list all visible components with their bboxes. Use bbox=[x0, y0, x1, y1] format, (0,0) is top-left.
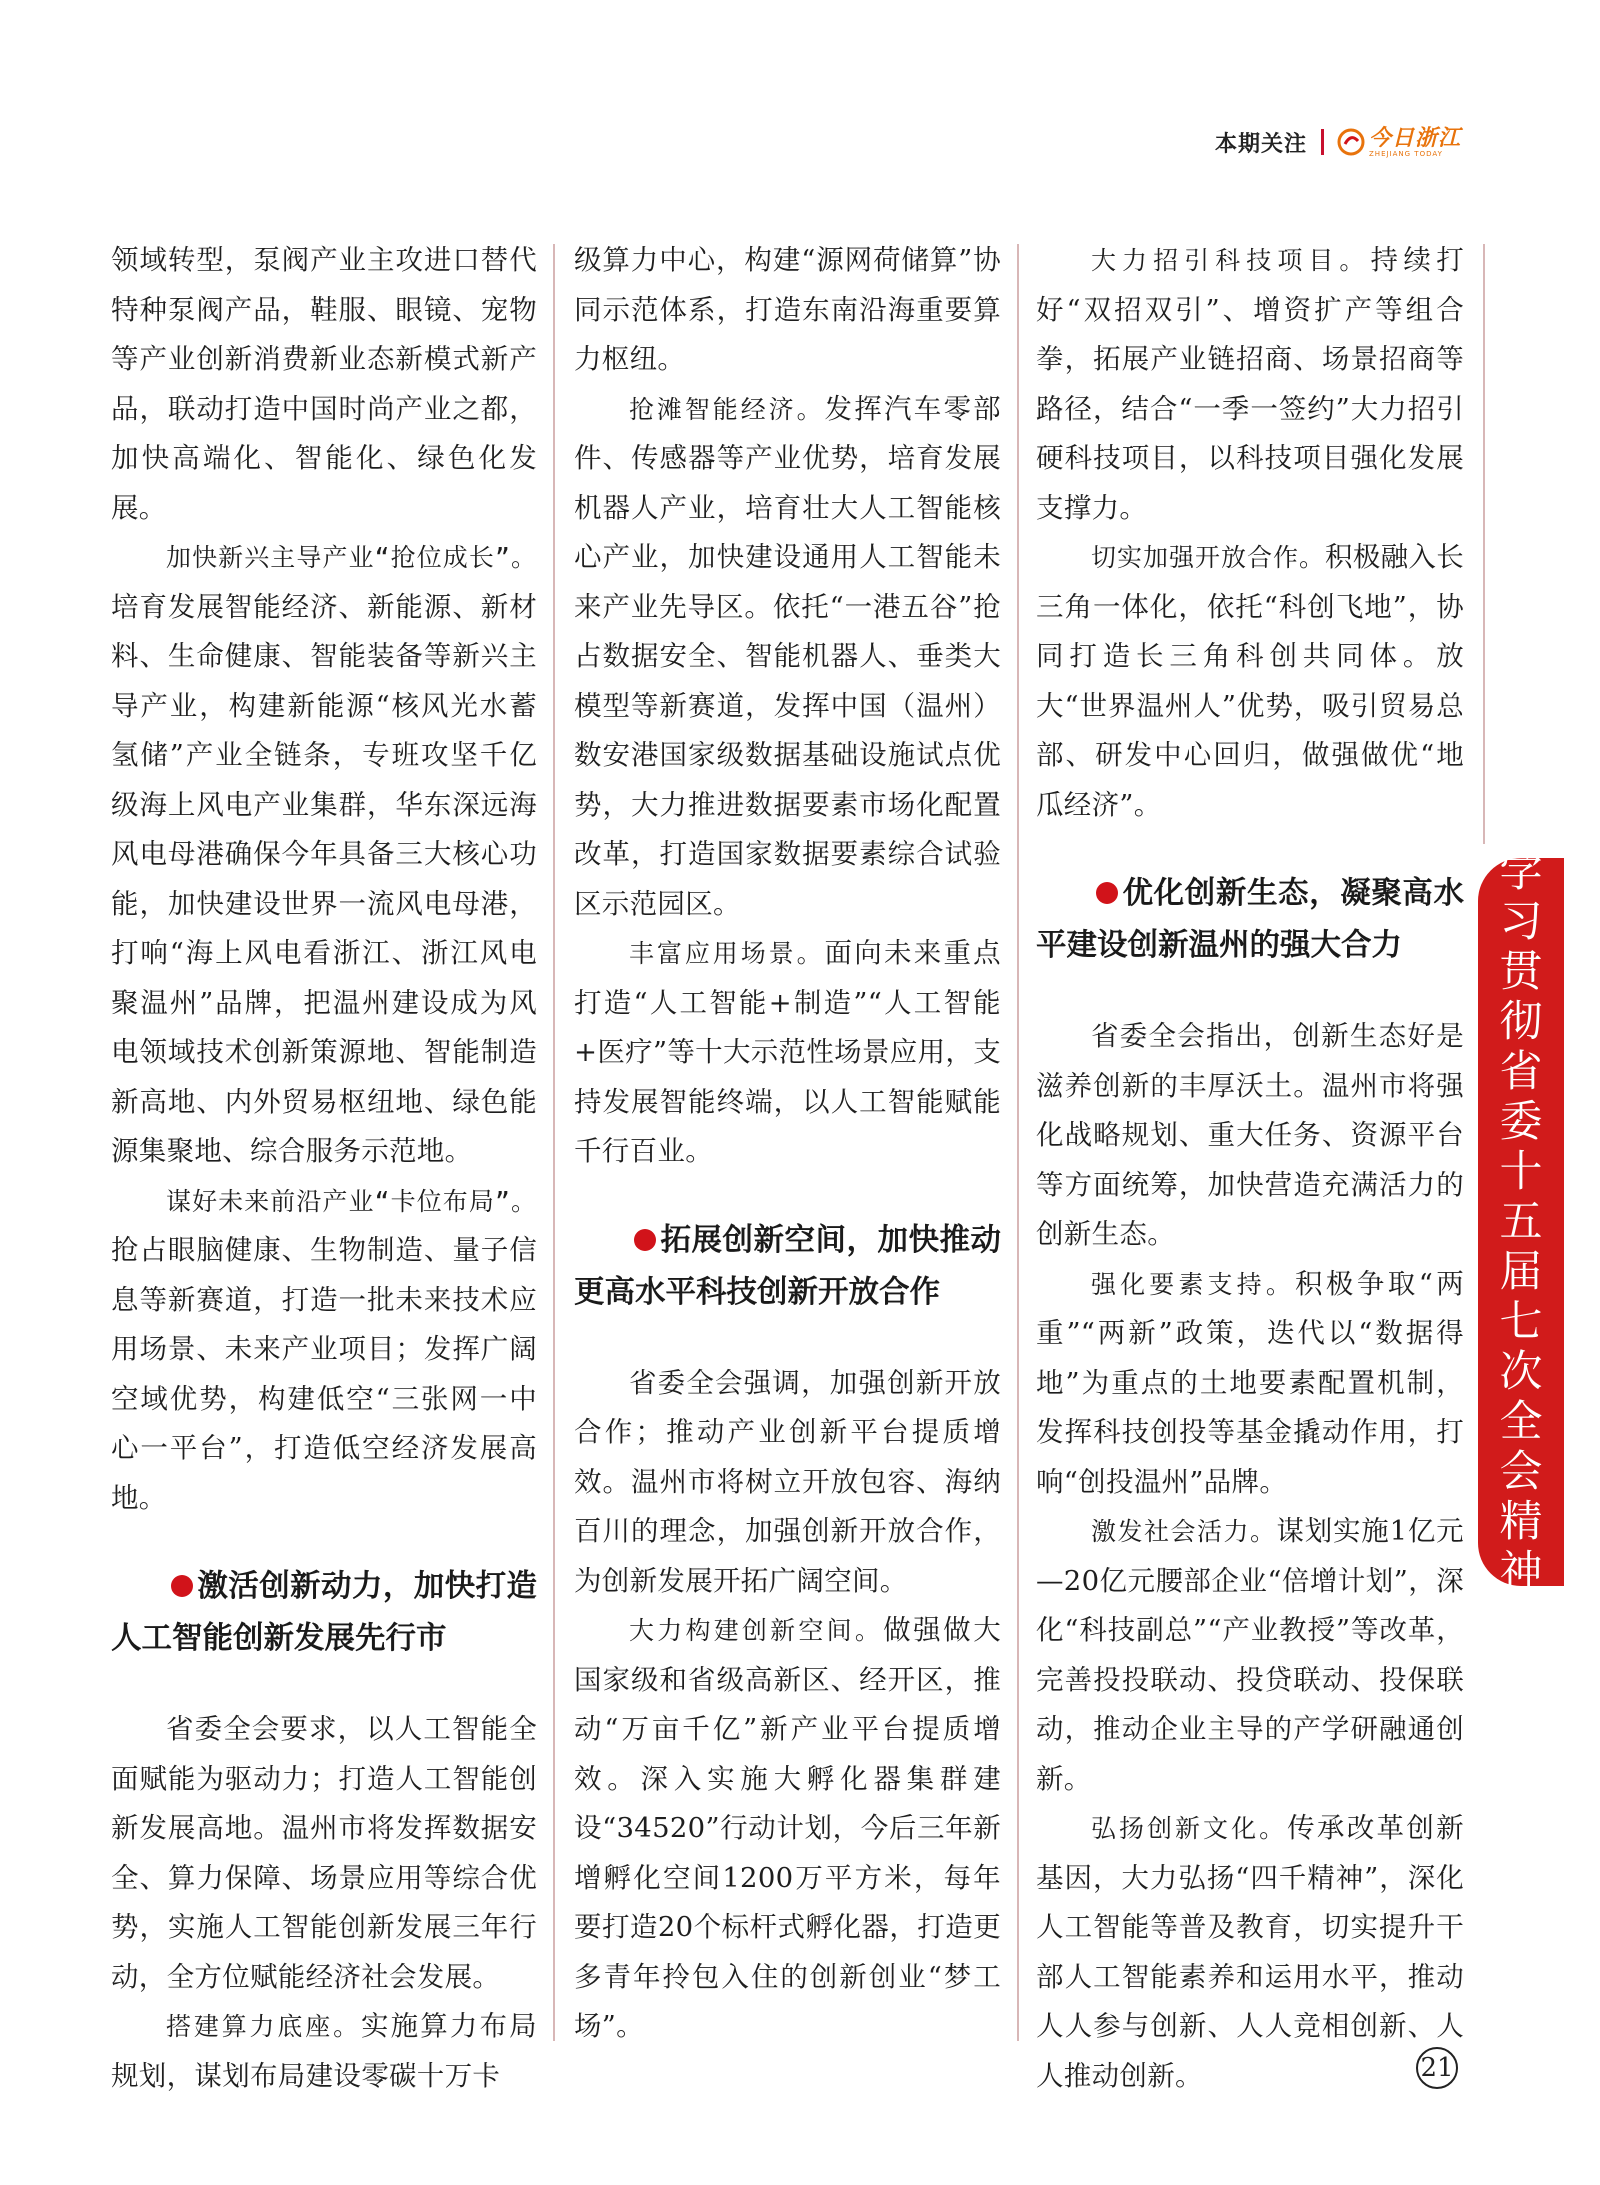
paragraph: 省委全会指出，创新生态好是滋养创新的丰厚沃土。温州市将强化战略规划、重大任务、资源平台等方面统筹，加快营造充满活力的创新生态。 bbox=[1036, 1020, 1464, 1250]
lead-phrase: 抢滩智能经济。 bbox=[629, 394, 825, 424]
section-heading: 激活创新动力，加快打造人工智能创新发展先行市 bbox=[111, 1569, 537, 1656]
paragraph: 谋好未来前沿产业“卡位布局”。抢占眼脑健康、生物制造、量子信息等新赛道，打造一批未来技术应用场景、未来产业项目；发挥广阔空域优势，构建低空“三张网一中心一平台”，打造低空经济发展高地。 bbox=[111, 1186, 537, 1514]
column-divider bbox=[1483, 244, 1485, 844]
header-divider bbox=[1321, 129, 1324, 155]
column-1 bbox=[111, 236, 537, 2101]
section-label: 本期关注 bbox=[1215, 131, 1308, 157]
paragraph: 抢滩智能经济。发挥汽车零部件、传感器等产业优势，培育发展机器人产业，培育壮大人工智能核心产业，加快建设通用人工智能未来产业先导区。依托“一港五谷”抢占数据安全、智能机器人、垂类大模型等新赛道，发挥中国（温州）数安港国家级数据基础设施试点优势，大力推进数据要素市场化配置改革，打造国家数据要素综合试验区示范园区。 bbox=[574, 392, 1001, 920]
paragraph: 大力招引科技项目。持续打好“双招双引”、增资扩产等组合拳，拓展产业链招商、场景招商等路径，结合“一季一签约”大力招引硬科技项目，以科技项目强化发展支撑力。 bbox=[1036, 244, 1464, 524]
lead-phrase: 大力构建创新空间。 bbox=[629, 1616, 884, 1645]
paragraph: 级算力中心，构建“源网荷储算”协同示范体系，打造东南沿海重要算力枢纽。 bbox=[574, 244, 1001, 375]
paragraph: 省委全会强调，加强创新开放合作；推动产业创新平台提质增效。温州市将树立开放包容、海纳百川的理念，加强创新开放合作，为创新发展开拓广阔空间。 bbox=[574, 1366, 1001, 1597]
paragraph: 切实加强开放合作。积极融入长三角一体化，依托“科创飞地”，协同打造长三角科创共同体。放大“世界温州人”优势，吸引贸易总部、研发中心回归，做强做优“地瓜经济”。 bbox=[1036, 541, 1465, 821]
logo-english: ZHEJIANG TODAY bbox=[1369, 149, 1443, 158]
page-header bbox=[1215, 118, 1461, 166]
bullet-dot-icon bbox=[634, 1229, 656, 1251]
lead-phrase: 切实加强开放合作。 bbox=[1091, 543, 1326, 572]
paragraph: 加快新兴主导产业“抢位成长”。培育发展智能经济、新能源、新材料、生命健康、智能装备等新兴主导产业，构建新能源“核风光水蓄氢储”产业全链条，专班攻坚千亿级海上风电产业集群，华东深远海风电母港确保今年具备三大核心功能，加快建设世界一流风电母港，打响“海上风电看浙江、浙江风电聚温州”品牌，把温州建设成为风电领域技术创新策源地、智能制造新高地、内外贸易枢纽地、绿色能源集聚地、综合服务示范地。 bbox=[111, 543, 537, 1167]
paragraph: 丰富应用场景。面向未来重点打造“人工智能+制造”“人工智能+医疗”等十大示范性场景应用，支持发展智能终端，以人工智能赋能千行百业。 bbox=[574, 937, 1001, 1167]
column-3 bbox=[1036, 236, 1464, 2101]
paragraph: 强化要素支持。积极争取“两重”“两新”政策，迭代以“数据得地”为重点的土地要素配置机制，发挥科技创投等基金撬动作用，打响“创投温州”品牌。 bbox=[1036, 1267, 1464, 1498]
paragraph: 省委全会要求，以人工智能全面赋能为驱动力；打造人工智能创新发展高地。温州市将发挥数据安全、算力保障、场景应用等综合优势，实施人工智能创新发展三年行动，全方位赋能经济社会发展。 bbox=[111, 1713, 537, 1993]
lead-phrase: 加快新兴主导产业“抢位成长”。 bbox=[166, 543, 537, 572]
lead-phrase: 弘扬创新文化。 bbox=[1091, 1814, 1288, 1843]
lead-phrase: 搭建算力底座。 bbox=[166, 2012, 361, 2041]
page-number: 21 bbox=[1416, 2047, 1458, 2089]
lead-phrase: 激发社会活力。 bbox=[1091, 1517, 1277, 1546]
column-divider bbox=[1017, 244, 1019, 2041]
magazine-logo bbox=[1336, 124, 1462, 158]
bullet-dot-icon bbox=[171, 1575, 193, 1597]
column-2 bbox=[574, 236, 1001, 2052]
logo-chinese: 今日浙江 bbox=[1369, 124, 1462, 151]
section-heading: 拓展创新空间，加快推动更高水平科技创新开放合作 bbox=[574, 1222, 1001, 1310]
paragraph: 领域转型，泵阀产业主攻进口替代特种泵阀产品，鞋服、眼镜、宠物等产业创新消费新业态新模式新产品，联动打造中国时尚产业之都，加快高端化、智能化、绿色化发展。 bbox=[111, 244, 537, 524]
bullet-dot-icon bbox=[1096, 882, 1118, 904]
side-section-tab: 学 习 贯 彻 省 委 十 五 届 七 次 全 会 精 神 bbox=[1478, 858, 1564, 1586]
lead-phrase: 强化要素支持。 bbox=[1091, 1269, 1295, 1299]
paragraph: 大力构建创新空间。做强做大国家级和省级高新区、经开区，推动“万亩千亿”新产业平台提质增效。深入实施大孵化器集群建设“34520”行动计划，今后三年新增孵化空间1200万平方米，每年要打造20个标杆式孵化器，打造更多青年拎包入住的创新创业“梦工场”。 bbox=[574, 1614, 1001, 2042]
paragraph: 弘扬创新文化。传承改革创新基因，大力弘扬“四千精神”，深化人工智能等普及教育，切实提升干部人工智能素养和运用水平，推动人人参与创新、人人竞相创新、人人推动创新。 bbox=[1036, 1812, 1464, 2092]
lead-phrase: 丰富应用场景。 bbox=[629, 939, 825, 968]
paragraph: 搭建算力底座。实施算力布局规划，谋划布局建设零碳十万卡 bbox=[111, 2010, 537, 2092]
logo-swirl-icon bbox=[1336, 127, 1366, 157]
column-divider bbox=[553, 244, 555, 2041]
paragraph: 激发社会活力。谋划实施1亿元—20亿元腰部企业“倍增计划”，深化“科技副总”“产业教授”等改革，完善投投联动、投贷联动、投保联动，推动企业主导的产学研融通创新。 bbox=[1036, 1515, 1464, 1795]
section-heading: 优化创新生态，凝聚高水平建设创新温州的强大合力 bbox=[1036, 876, 1464, 963]
lead-phrase: 谋好未来前沿产业“卡位布局”。 bbox=[166, 1186, 537, 1216]
lead-phrase: 大力招引科技项目。 bbox=[1091, 246, 1371, 275]
